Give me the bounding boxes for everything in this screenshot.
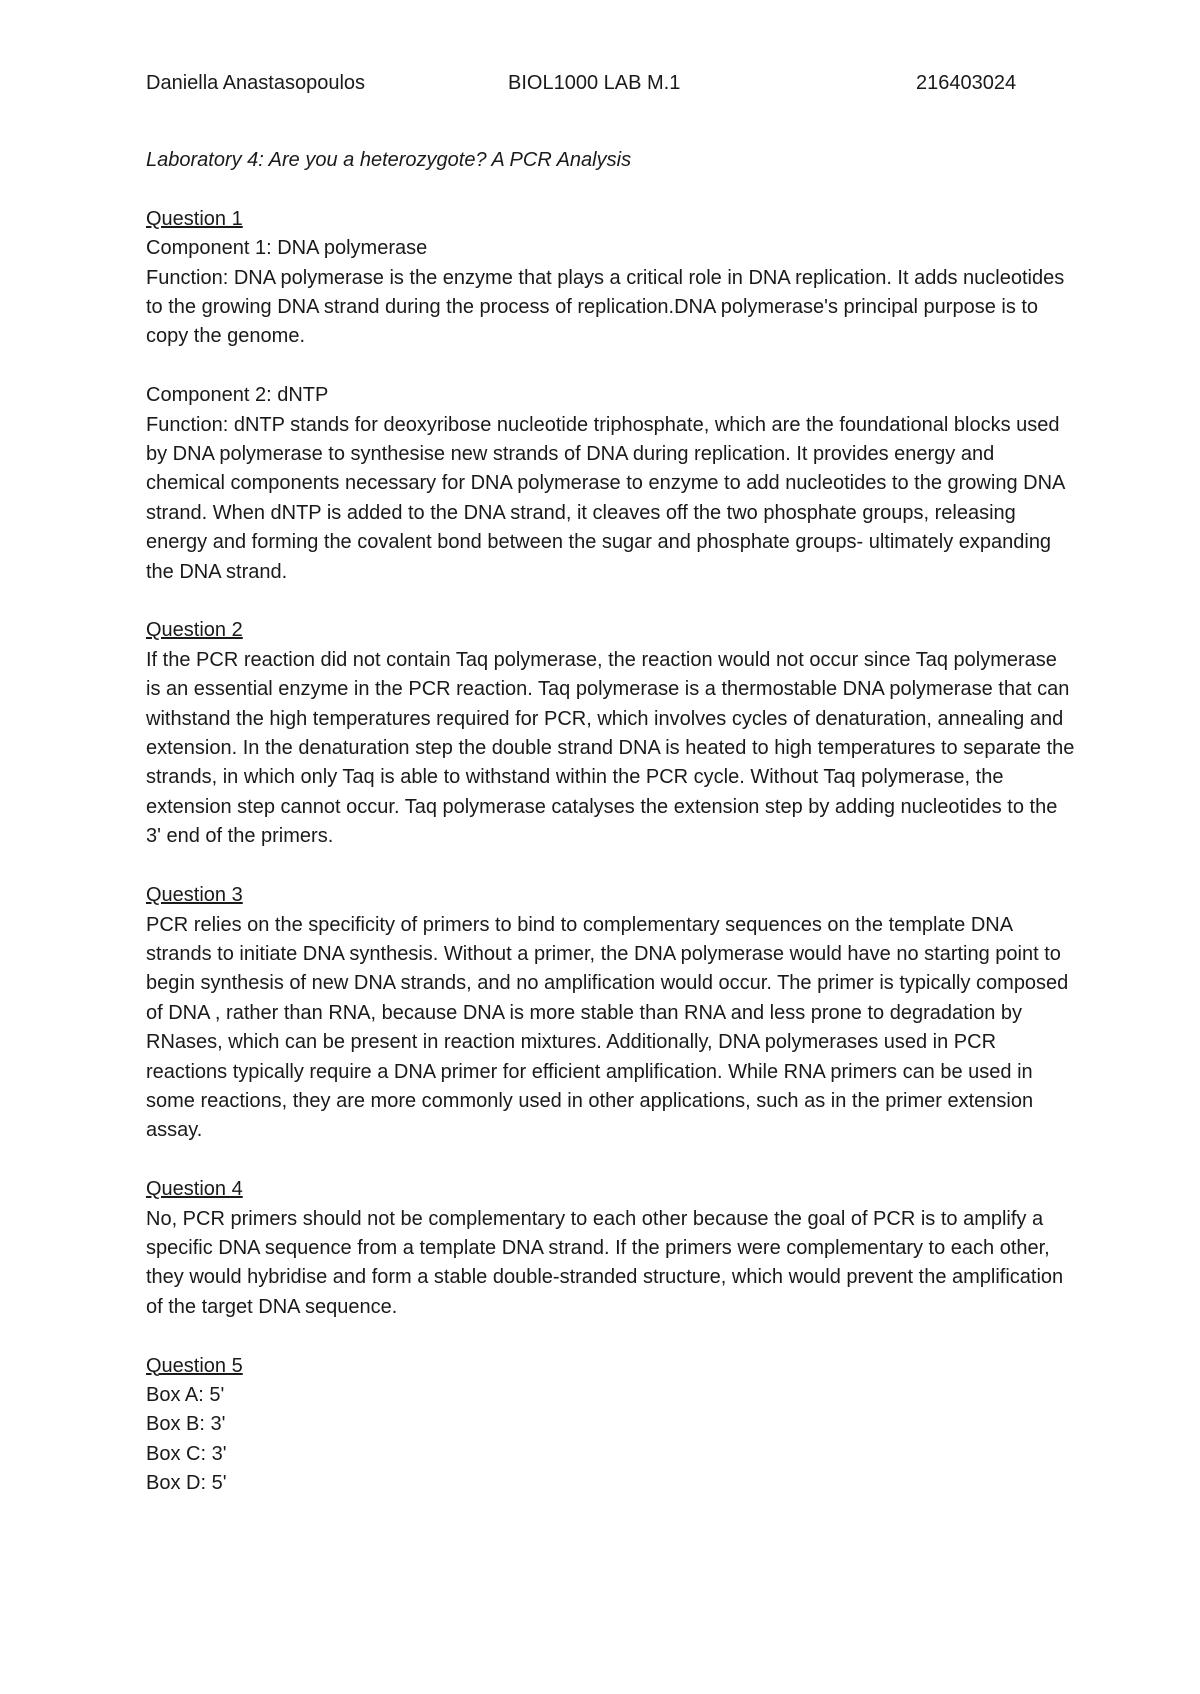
component-function: Function: dNTP stands for deoxyribose nucleotide triphosphate, which are the foundational blocks used by DNA polymerase to synthesise new strands of DNA during replication. It provides energy and chemical components necessary for DNA polymerase to enzyme to add nucleotides to the growing DNA strand. When dNTP is added to the DNA strand, it cleaves off the two phosphate groups, releasing energy and forming the covalent bond between the sugar and phosphate groups- ultimately expanding the DNA strand. [146, 413, 1065, 583]
component-name: Component 2: dNTP [146, 384, 329, 407]
spacer [146, 1322, 1076, 1351]
answer-paragraph: If the PCR reaction did not contain Taq polymerase, the reaction would not occur since Taq polymerase is an essential enzyme in the PCR reaction. Taq polymerase is a thermostable DNA polymerase that can withstand the high temperatures required for PCR, which involves cycles of denaturation, annealing and extension. In the denaturation step the double strand DNA is heated to high temperatures to separate the strands, in which only Taq is able to withstand within the PCR cycle. Without Taq polymerase, the extension step cannot occur. Taq polymerase catalyses the extension step by adding nucleotides to the 3' end of the primers. [146, 648, 1075, 848]
page-header [146, 72, 1066, 102]
question-heading: Question 3 [146, 884, 243, 907]
component-name: Component 1: DNA polymerase [146, 237, 428, 260]
lab-title: Laboratory 4: Are you a heterozygote? A PCR Analysis [146, 149, 632, 171]
box-answer: Box A: 5' [146, 1383, 225, 1406]
box-answer: Box C: 3' [146, 1442, 227, 1465]
question-5 [146, 1352, 1076, 1499]
box-answer: Box B: 3' [146, 1413, 226, 1436]
answer-paragraph: No, PCR primers should not be complementary to each other because the goal of PCR is to amplify a specific DNA sequence from a template DNA strand. If the primers were complementary to each other, they would hybridise and form a stable double-stranded structure, which would prevent the amplification of the target DNA sequence. [146, 1207, 1064, 1318]
question-heading: Question 2 [146, 619, 243, 642]
question-1 [146, 205, 1076, 587]
course-code: BIOL1000 LAB M.1 [508, 72, 681, 94]
spacer [146, 852, 1076, 881]
spacer [146, 1146, 1076, 1175]
student-name: Daniella Anastasopoulos [146, 72, 366, 94]
spacer [146, 352, 1076, 381]
question-4 [146, 1175, 1076, 1322]
question-2 [146, 616, 1076, 851]
spacer [146, 587, 1076, 616]
document-body [146, 146, 1076, 1499]
question-3 [146, 881, 1076, 1146]
answer-paragraph: PCR relies on the specificity of primers to bind to complementary sequences on the template DNA strands to initiate DNA synthesis. Without a primer, the DNA polymerase would have no starting point to begin synthesis of new DNA strands, and no amplification would occur. The primer is typically composed of DNA , rather than RNA, because DNA is more stable than RNA and less prone to degradation by RNases, which can be present in reaction mixtures. Additionally, DNA polymerases used in PCR reactions typically require a DNA primer for efficient amplification. While RNA primers can be used in some reactions, they are more commonly used in other applications, such as in the primer extension assay. [146, 913, 1069, 1142]
component-function: Function: DNA polymerase is the enzyme that plays a critical role in DNA replication. It adds nucleotides to the growing DNA strand during the process of replication.DNA polymerase's principal purpose is to copy the genome. [146, 266, 1065, 348]
question-heading: Question 5 [146, 1354, 243, 1377]
question-heading: Question 4 [146, 1178, 243, 1201]
box-answer: Box D: 5' [146, 1472, 227, 1495]
student-id: 216403024 [916, 72, 1017, 94]
question-heading: Question 1 [146, 207, 243, 230]
